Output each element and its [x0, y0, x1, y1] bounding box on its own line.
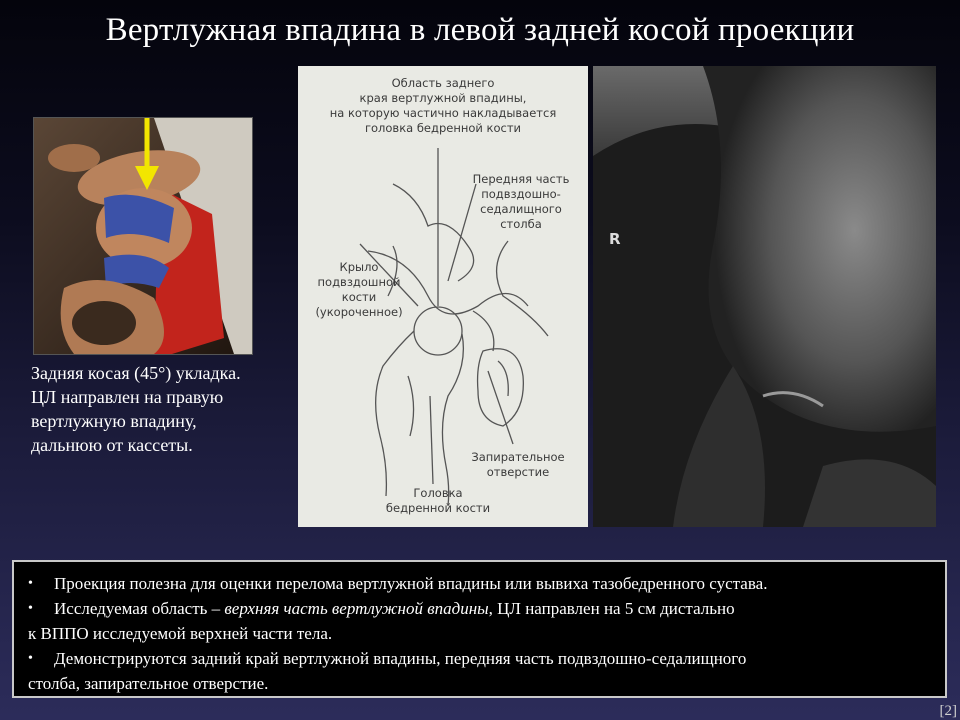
diagram-label-line: бедренной кости	[385, 501, 491, 515]
bullet-text: , ЦЛ направлен на 5 см дистально	[488, 599, 735, 618]
label-femoral-head	[378, 486, 498, 516]
diagram-label-line: (укороченное)	[315, 305, 403, 319]
diagram-label-line: Передняя часть	[472, 172, 570, 186]
positioning-photo	[33, 117, 253, 355]
caption-line: дальнюю от кассеты.	[31, 435, 193, 455]
bullet-icon: •	[28, 651, 33, 666]
page-number: [2]	[939, 703, 957, 719]
bullet-item-1	[28, 571, 935, 596]
bullet-item-2	[28, 596, 935, 621]
slide-title: Вертлужная впадина в левой задней косой проекции	[105, 12, 855, 48]
bullet-box	[12, 560, 947, 698]
side-marker-r: R	[609, 230, 621, 248]
bullet-text: Исследуемая область –	[54, 599, 225, 618]
caption-line: Задняя косая (45°) укладка.	[31, 363, 241, 383]
label-obturator-foramen	[458, 450, 578, 480]
bullet-item-2-continued: к ВППО исследуемой верхней части тела.	[28, 624, 333, 643]
bullet-item-3	[28, 646, 935, 671]
diagram-label-line: Головка	[413, 486, 463, 500]
diagram-label-line: Запирательное	[471, 450, 565, 464]
diagram-label-line: столба	[500, 217, 542, 231]
anatomy-diagram	[298, 66, 588, 527]
label-iliac-wing	[304, 260, 414, 320]
diagram-label-line: Область заднего	[391, 76, 495, 90]
bullet-item-3-continued: столба, запирательное отверстие.	[28, 674, 269, 693]
photo-caption	[31, 361, 293, 457]
diagram-label-line: края вертлужной впадины,	[359, 91, 527, 105]
bullet-text: Демонстрируются задний край вертлужной впадины, передняя часть подвздошно-седалищного	[54, 649, 747, 668]
bullet-emphasis: верхняя часть вертлужной впадины	[224, 599, 489, 618]
bullet-icon: •	[28, 601, 33, 616]
caption-line: вертлужную впадину,	[31, 411, 197, 431]
bullet-icon: •	[28, 576, 33, 591]
diagram-label-line: подвздошной	[317, 275, 401, 289]
diagram-label-line: на которую частично накладывается	[329, 106, 557, 120]
diagram-label-line: головка бедренной кости	[364, 121, 522, 135]
diagram-label-line: подвздошно-	[481, 187, 561, 201]
xray-image	[593, 66, 936, 527]
bullet-text: Проекция полезна для оценки перелома вертлужной впадины или вывиха тазобедренного сустава.	[54, 574, 768, 593]
diagram-label-line: седалищного	[480, 202, 562, 216]
diagram-label-line: отверстие	[486, 465, 550, 479]
diagram-label-line: кости	[341, 290, 377, 304]
label-posterior-rim	[328, 76, 558, 136]
diagram-label-line: Крыло	[339, 260, 379, 274]
caption-line: ЦЛ направлен на правую	[31, 387, 224, 407]
label-anterior-column	[466, 172, 576, 232]
